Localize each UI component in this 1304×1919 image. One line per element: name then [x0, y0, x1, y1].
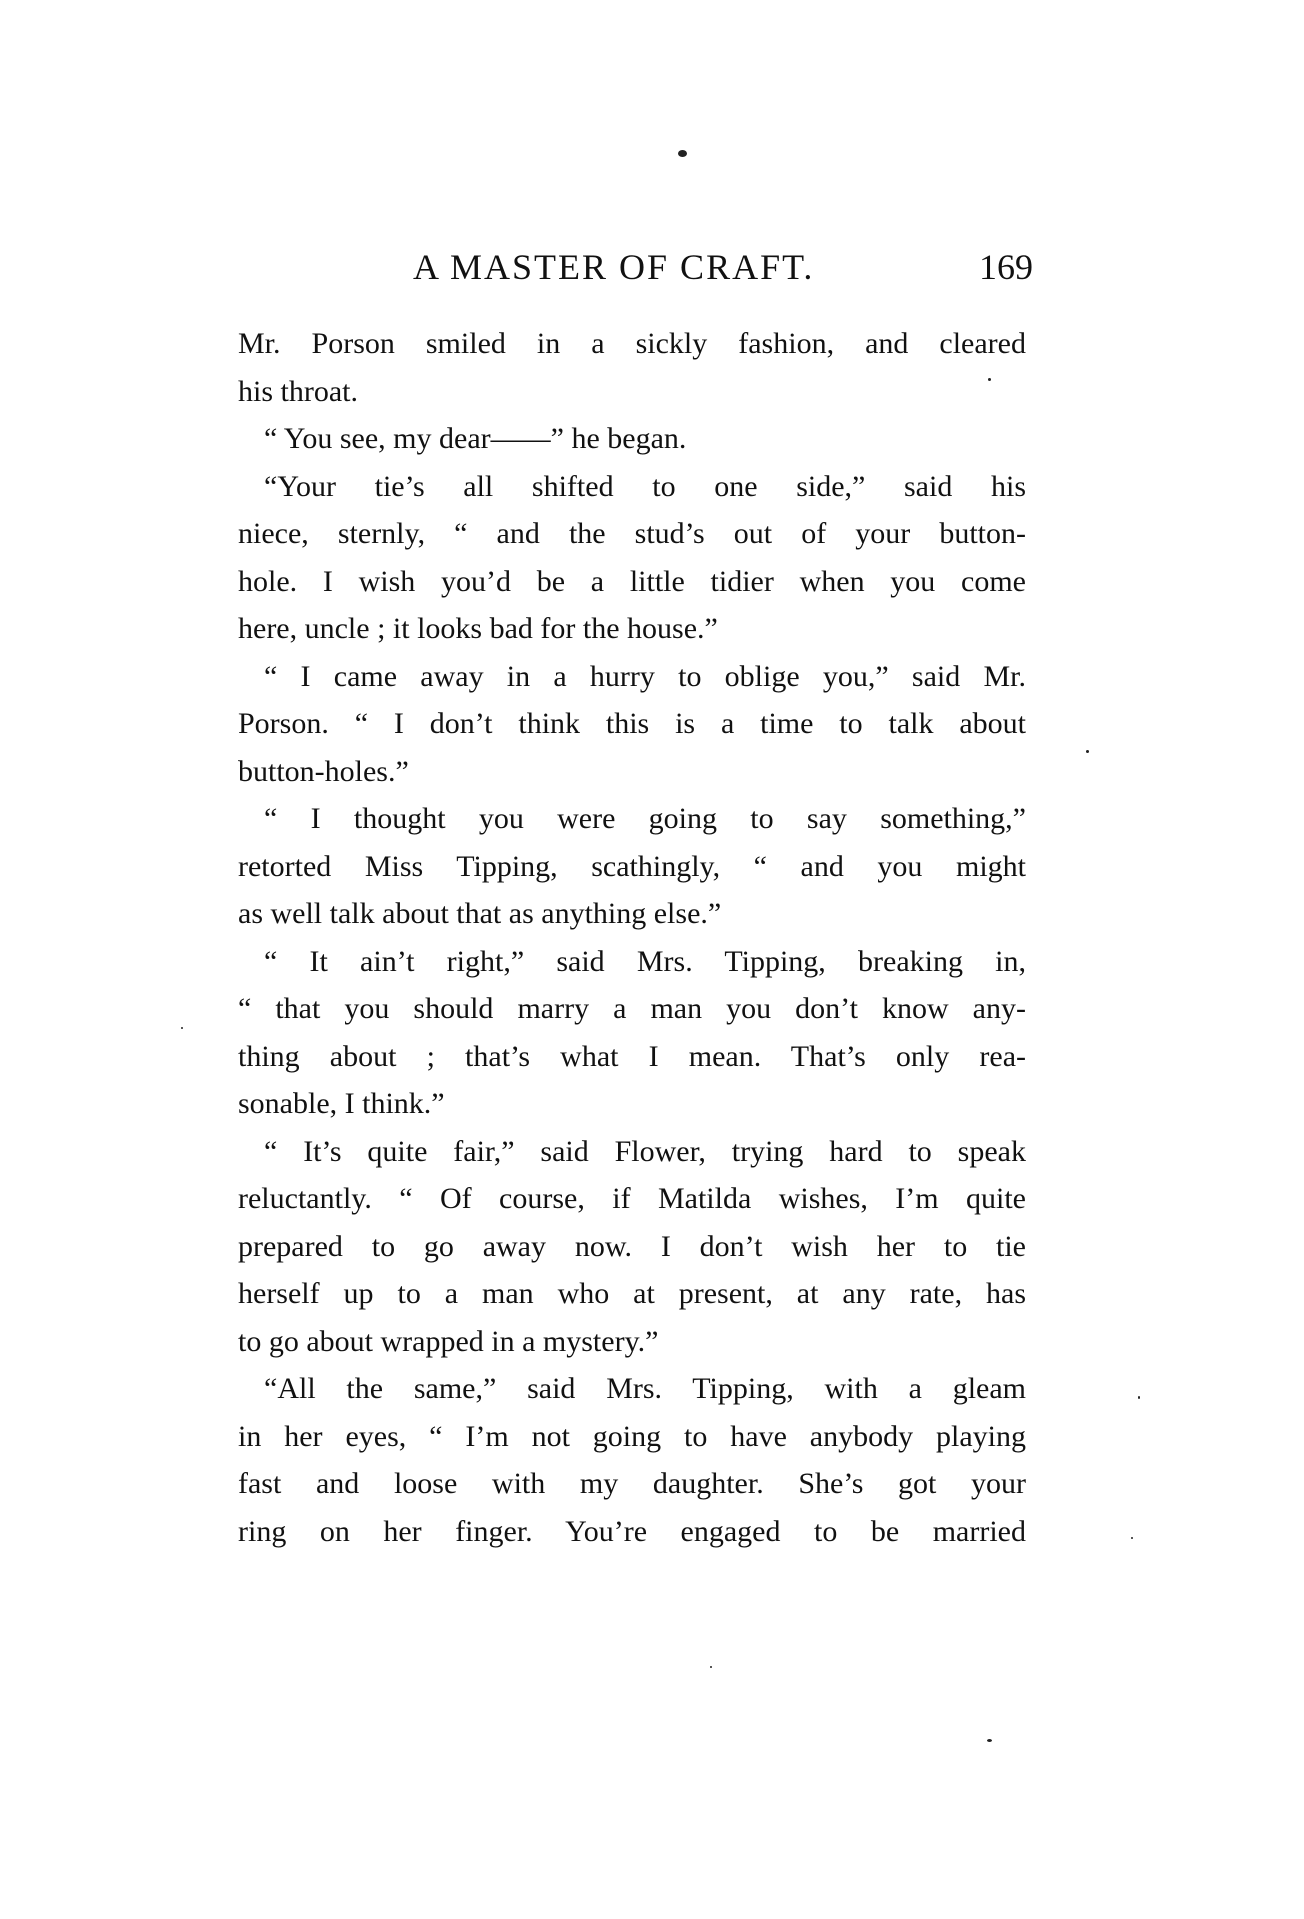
ink-speck [987, 1739, 992, 1742]
ink-speck [181, 1027, 183, 1029]
text-line: in her eyes, “ I’m not going to have anybody playing [238, 1419, 1026, 1453]
body-text [238, 320, 1026, 1555]
page-header [238, 246, 1033, 292]
text-line: “ that you should marry a man you don’t know any- [238, 992, 1026, 1025]
text-line: niece, sternly, “ and the stud’s out of your button- [238, 517, 1026, 550]
ink-speck [710, 1666, 712, 1668]
text-line: “ It’s quite fair,” said Flower, trying hard to speak [264, 1134, 1026, 1168]
text-line: hole. I wish you’d be a little tidier when you come [238, 564, 1026, 598]
text-line: thing about ; that’s what I mean. That’s only rea- [238, 1039, 1026, 1073]
text-line: “ You see, my dear——” he began. [264, 422, 687, 455]
text-line: Mr. Porson smiled in a sickly fashion, and cleared [238, 327, 1026, 360]
text-line: his throat. [238, 374, 358, 408]
text-line: sonable, I think.” [238, 1087, 445, 1120]
text-line: to go about wrapped in a mystery.” [238, 1324, 659, 1358]
text-line: “All the same,” said Mrs. Tipping, with a gleam [264, 1372, 1026, 1405]
text-line: herself up to a man who at present, at any rate, has [238, 1277, 1026, 1310]
text-line: “Your tie’s all shifted to one side,” said his [264, 469, 1026, 503]
running-title: A MASTER OF CRAFT. [413, 247, 815, 287]
text-line: retorted Miss Tipping, scathingly, “ and you might [238, 849, 1026, 883]
text-line: ring on her finger. You’re engaged to be married [238, 1514, 1026, 1548]
ink-speck [1131, 1537, 1133, 1539]
text-line: here, uncle ; it looks bad for the house.” [238, 612, 718, 645]
text-line: as well talk about that as anything else.” [238, 897, 722, 930]
ink-speck [678, 150, 687, 157]
text-line: “ I came away in a hurry to oblige you,” said Mr. [264, 659, 1026, 693]
text-line: “ I thought you were going to say something,” [264, 802, 1026, 835]
text-line: fast and loose with my daughter. She’s got your [238, 1467, 1026, 1500]
text-line: button-holes.” [238, 754, 409, 788]
ink-speck [1086, 750, 1089, 753]
text-line: prepared to go away now. I don’t wish her to tie [238, 1229, 1026, 1263]
page-number: 169 [979, 247, 1033, 287]
text-line: reluctantly. “ Of course, if Matilda wishes, I’m quite [238, 1182, 1026, 1215]
text-line: Porson. “ I don’t think this is a time to talk about [238, 707, 1026, 740]
ink-speck [1138, 1396, 1140, 1399]
text-line: “ It ain’t right,” said Mrs. Tipping, breaking in, [264, 944, 1026, 978]
